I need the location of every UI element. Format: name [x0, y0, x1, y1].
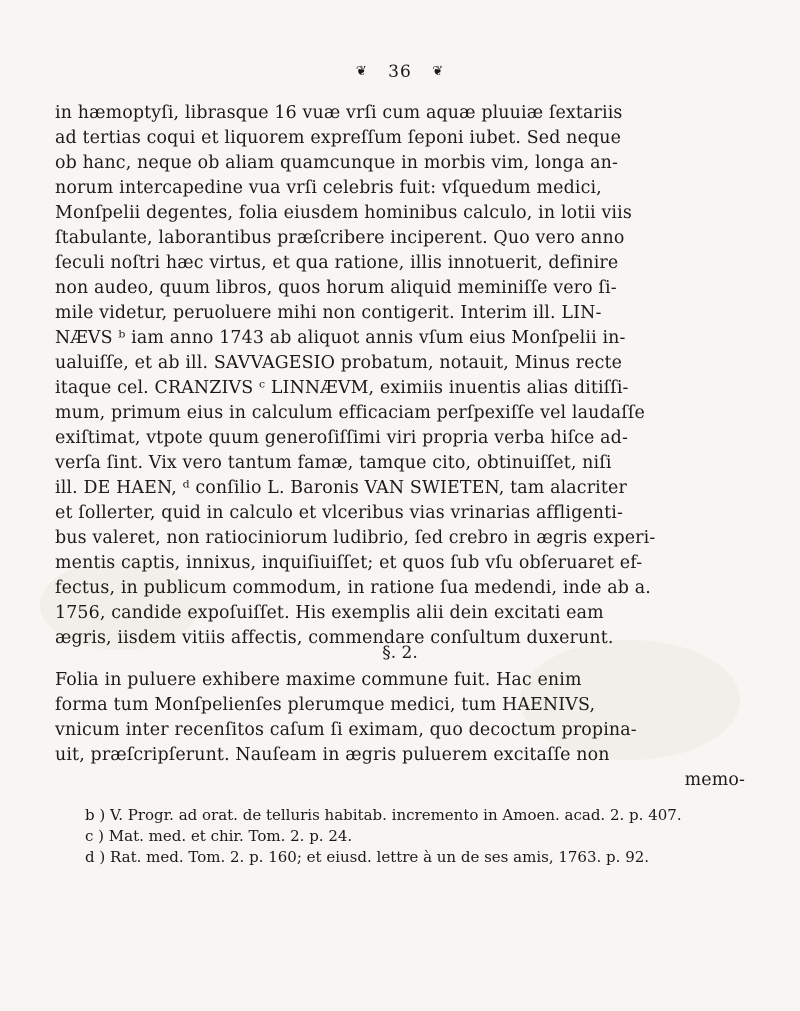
- text-line: norum intercapedine vua vrſi celebris fuit: vſquedum medici,: [55, 178, 602, 198]
- text-line: Folia in puluere exhibere maxime commune fuit. Hac enim: [55, 670, 582, 690]
- footnote: b ) V. Progr. ad orat. de telluris habitab. incremento in Amoen. acad. 2. p. 407.: [85, 806, 682, 824]
- text-line: fectus, in publicum commodum, in ratione ſua medendi, inde ab a.: [55, 578, 651, 598]
- text-line: mum, primum eius in calculum efficaciam perſpexiſſe vel laudaſſe: [55, 403, 645, 423]
- text-line: in hæmoptyſi, librasque 16 vuæ vrſi cum aquæ pluuiæ ſextariis: [55, 103, 623, 123]
- text-line: 1756, candide expoſuiſſet. His exemplis alii dein excitati eam: [55, 603, 604, 623]
- ornament-right-icon: ❦: [432, 64, 445, 79]
- text-line: exiſtimat, vtpote quum generoſiſſimi viri propria verba hiſce ad-: [55, 428, 628, 448]
- running-header: [0, 62, 800, 82]
- text-line: ob hanc, neque ob aliam quamcunque in morbis vim, longa an-: [55, 153, 619, 173]
- text-line: Monſpelii degentes, folia eiusdem hominibus calculo, in lotii viis: [55, 203, 632, 223]
- text-line: uit, præſcripſerunt. Nauſeam in ægris puluerem excitaſſe non: [55, 745, 610, 765]
- text-line: bus valeret, non ratiociniorum ludibrio, ſed crebro in ægris experi-: [55, 528, 656, 548]
- text-line: ill. DE HAEN, ᵈ conſilio L. Baronis VAN SWIETEN, tam alacriter: [55, 478, 627, 498]
- text-line: vnicum inter recenſitos caſum ſi eximam, quo decoctum propina-: [55, 720, 637, 740]
- text-line: et ſollerter, quid in calculo et vlceribus vias vrinarias affligenti-: [55, 503, 624, 523]
- ornament-left-icon: ❦: [355, 64, 368, 79]
- catchword: memo-: [684, 770, 745, 790]
- text-line: ſeculi noſtri hæc virtus, et qua ratione, illis innotuerit, definire: [55, 253, 619, 273]
- text-line: non audeo, quum libros, quos horum aliquid meminiſſe vero ſi-: [55, 278, 617, 298]
- section-heading: §. 2.: [382, 643, 418, 663]
- text-line: mentis captis, innixus, inquiſiuiſſet; et quos ſub vſu obſeruaret ef-: [55, 553, 643, 573]
- text-line: NÆVS ᵇ iam anno 1743 ab aliquot annis vſum eius Monſpelii in-: [55, 328, 626, 348]
- text-line: ægris, iisdem vitiis affectis, commendare conſultum duxerunt.: [55, 628, 614, 648]
- text-line: ſtabulante, laborantibus præſcribere inciperent. Quo vero anno: [55, 228, 625, 248]
- text-line: mile videtur, peruoluere mihi non contigerit. Interim ill. LIN-: [55, 303, 602, 323]
- text-line: forma tum Monſpelienſes plerumque medici, tum HAENIVS,: [55, 695, 596, 715]
- footnote: d ) Rat. med. Tom. 2. p. 160; et eiusd. lettre à un de ses amis, 1763. p. 92.: [85, 848, 650, 866]
- footnote: c ) Mat. med. et chir. Tom. 2. p. 24.: [85, 827, 353, 845]
- page-number: 36: [388, 62, 412, 82]
- text-line: ad tertias coqui et liquorem expreſſum ſeponi iubet. Sed neque: [55, 128, 622, 148]
- text-line: verſa ſint. Vix vero tantum famæ, tamque cito, obtinuiſſet, niſi: [55, 453, 612, 473]
- text-line: ualuiſſe, et ab ill. SAVVAGESIO probatum, notauit, Minus recte: [55, 353, 623, 373]
- text-line: itaque cel. CRANZIVS ᶜ LINNÆVM, eximiis inuentis alias ditiſſi-: [55, 378, 629, 398]
